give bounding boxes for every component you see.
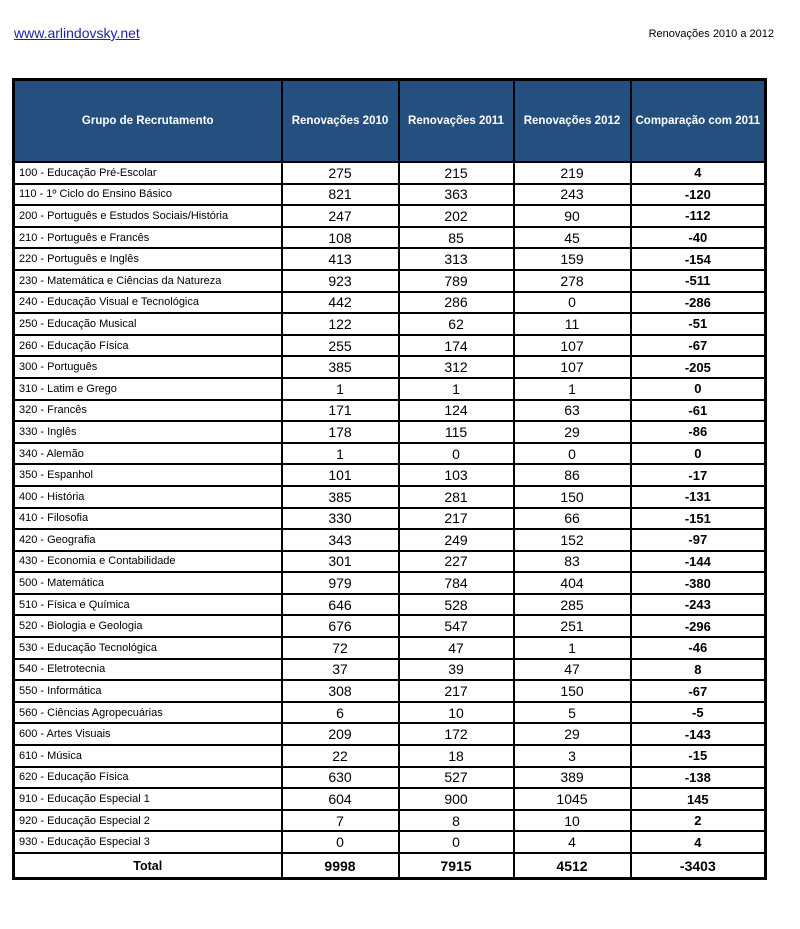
table-row xyxy=(14,313,766,335)
renewals-value: 39 xyxy=(399,659,514,681)
comparison-value: -112 xyxy=(631,205,766,227)
comparison-value: -151 xyxy=(631,508,766,530)
col-header-comparacao-com-2011: Comparação com 2011 xyxy=(631,80,766,163)
renewals-value: 900 xyxy=(399,788,514,810)
renewals-value: 604 xyxy=(282,788,399,810)
comparison-value: -154 xyxy=(631,248,766,270)
renewals-value: 442 xyxy=(282,292,399,314)
comparison-value: -61 xyxy=(631,400,766,422)
table-row xyxy=(14,831,766,853)
table-row xyxy=(14,529,766,551)
renewals-value: 103 xyxy=(399,464,514,486)
renewals-value: 178 xyxy=(282,421,399,443)
table-row xyxy=(14,594,766,616)
row-label: 300 - Português xyxy=(14,356,282,378)
renewals-value: 202 xyxy=(399,205,514,227)
renewals-value: 1045 xyxy=(514,788,631,810)
row-label: 260 - Educação Física xyxy=(14,335,282,357)
renewals-value: 0 xyxy=(399,443,514,465)
comparison-value: -3403 xyxy=(631,853,766,879)
table-row xyxy=(14,637,766,659)
row-label: 320 - Francês xyxy=(14,400,282,422)
row-label: 520 - Biologia e Geologia xyxy=(14,615,282,637)
renewals-value: 18 xyxy=(399,745,514,767)
renewals-value: 308 xyxy=(282,680,399,702)
renewals-value: 90 xyxy=(514,205,631,227)
renewals-value: 0 xyxy=(514,292,631,314)
row-label: 220 - Português e Inglês xyxy=(14,248,282,270)
renewals-value: 646 xyxy=(282,594,399,616)
header-row xyxy=(14,80,766,163)
renewals-value: 301 xyxy=(282,551,399,573)
table-row xyxy=(14,551,766,573)
comparison-value: -40 xyxy=(631,227,766,249)
comparison-value: 2 xyxy=(631,810,766,832)
row-label: 230 - Matemática e Ciências da Natureza xyxy=(14,270,282,292)
renewals-value: 979 xyxy=(282,572,399,594)
renewals-value: 255 xyxy=(282,335,399,357)
renewals-value: 22 xyxy=(282,745,399,767)
report-title: Renovações 2010 a 2012 xyxy=(648,28,774,40)
comparison-value: -67 xyxy=(631,335,766,357)
renewals-value: 3 xyxy=(514,745,631,767)
renewals-value: 313 xyxy=(399,248,514,270)
renewals-value: 150 xyxy=(514,486,631,508)
renewals-value: 159 xyxy=(514,248,631,270)
row-label: 110 - 1º Ciclo do Ensino Básico xyxy=(14,184,282,206)
table-row xyxy=(14,788,766,810)
row-label: 560 - Ciências Agropecuárias xyxy=(14,702,282,724)
comparison-value: 145 xyxy=(631,788,766,810)
renewals-value: 215 xyxy=(399,162,514,184)
row-label: 350 - Espanhol xyxy=(14,464,282,486)
renewals-value: 312 xyxy=(399,356,514,378)
table-row xyxy=(14,378,766,400)
row-label: 550 - Informática xyxy=(14,680,282,702)
comparison-value: -243 xyxy=(631,594,766,616)
row-label: 100 - Educação Pré-Escolar xyxy=(14,162,282,184)
renewals-value: 152 xyxy=(514,529,631,551)
renewals-value: 47 xyxy=(514,659,631,681)
renewals-value: 66 xyxy=(514,508,631,530)
row-label: 530 - Educação Tecnológica xyxy=(14,637,282,659)
comparison-value: -51 xyxy=(631,313,766,335)
table-row xyxy=(14,615,766,637)
renewals-value: 343 xyxy=(282,529,399,551)
table-row xyxy=(14,205,766,227)
renewals-value: 227 xyxy=(399,551,514,573)
comparison-value: -15 xyxy=(631,745,766,767)
table-row xyxy=(14,184,766,206)
renewals-value: 9998 xyxy=(282,853,399,879)
total-row xyxy=(14,853,766,879)
renewals-value: 122 xyxy=(282,313,399,335)
table-row xyxy=(14,745,766,767)
table-row xyxy=(14,702,766,724)
row-label: 410 - Filosofia xyxy=(14,508,282,530)
comparison-value: 0 xyxy=(631,378,766,400)
renewals-value: 174 xyxy=(399,335,514,357)
renewals-value: 29 xyxy=(514,421,631,443)
renewals-value: 6 xyxy=(282,702,399,724)
renewals-value: 527 xyxy=(399,767,514,789)
comparison-value: -120 xyxy=(631,184,766,206)
renewals-value: 363 xyxy=(399,184,514,206)
comparison-value: -5 xyxy=(631,702,766,724)
table-row xyxy=(14,292,766,314)
col-header-renovacoes-2012: Renovações 2012 xyxy=(514,80,631,163)
renewals-value: 101 xyxy=(282,464,399,486)
comparison-value: -67 xyxy=(631,680,766,702)
renewals-value: 5 xyxy=(514,702,631,724)
renewals-value: 217 xyxy=(399,680,514,702)
table-row xyxy=(14,335,766,357)
row-label: 240 - Educação Visual e Tecnológica xyxy=(14,292,282,314)
renewals-value: 85 xyxy=(399,227,514,249)
table-row xyxy=(14,248,766,270)
renewals-value: 923 xyxy=(282,270,399,292)
row-label: 210 - Português e Francês xyxy=(14,227,282,249)
renewals-value: 62 xyxy=(399,313,514,335)
row-label: 910 - Educação Especial 1 xyxy=(14,788,282,810)
renewals-value: 29 xyxy=(514,723,631,745)
row-label: 430 - Economia e Contabilidade xyxy=(14,551,282,573)
renewals-value: 1 xyxy=(514,378,631,400)
renewals-value: 124 xyxy=(399,400,514,422)
table-row xyxy=(14,810,766,832)
renewals-value: 150 xyxy=(514,680,631,702)
table-row xyxy=(14,680,766,702)
renewals-value: 286 xyxy=(399,292,514,314)
renewals-value: 4512 xyxy=(514,853,631,879)
renewals-value: 285 xyxy=(514,594,631,616)
row-label: 420 - Geografia xyxy=(14,529,282,551)
renewals-value: 278 xyxy=(514,270,631,292)
renewals-value: 63 xyxy=(514,400,631,422)
data-table xyxy=(12,78,767,880)
comparison-value: 0 xyxy=(631,443,766,465)
row-label: 200 - Português e Estudos Sociais/História xyxy=(14,205,282,227)
row-label: 500 - Matemática xyxy=(14,572,282,594)
renewals-value: 275 xyxy=(282,162,399,184)
row-label: 930 - Educação Especial 3 xyxy=(14,831,282,853)
row-label: 540 - Eletrotecnia xyxy=(14,659,282,681)
comparison-value: -97 xyxy=(631,529,766,551)
renewals-value: 0 xyxy=(514,443,631,465)
renewals-value: 404 xyxy=(514,572,631,594)
col-header-grupo-de-recrutamento: Grupo de Recrutamento xyxy=(14,80,282,163)
renewals-value: 86 xyxy=(514,464,631,486)
renewals-value: 107 xyxy=(514,335,631,357)
comparison-value: -143 xyxy=(631,723,766,745)
renewals-value: 8 xyxy=(399,810,514,832)
table-row xyxy=(14,421,766,443)
table-row xyxy=(14,572,766,594)
total-label: Total xyxy=(14,853,282,879)
renewals-value: 209 xyxy=(282,723,399,745)
renewals-value: 385 xyxy=(282,486,399,508)
renewals-value: 251 xyxy=(514,615,631,637)
renewals-value: 108 xyxy=(282,227,399,249)
renewals-value: 247 xyxy=(282,205,399,227)
renewals-value: 630 xyxy=(282,767,399,789)
comparison-value: -131 xyxy=(631,486,766,508)
renewals-value: 171 xyxy=(282,400,399,422)
table-row xyxy=(14,162,766,184)
row-label: 920 - Educação Especial 2 xyxy=(14,810,282,832)
renewals-value: 83 xyxy=(514,551,631,573)
renewals-value: 0 xyxy=(282,831,399,853)
comparison-value: -296 xyxy=(631,615,766,637)
comparison-value: 4 xyxy=(631,831,766,853)
renewals-value: 115 xyxy=(399,421,514,443)
renewals-value: 4 xyxy=(514,831,631,853)
renewals-value: 385 xyxy=(282,356,399,378)
renewals-value: 72 xyxy=(282,637,399,659)
comparison-value: -86 xyxy=(631,421,766,443)
row-label: 310 - Latim e Grego xyxy=(14,378,282,400)
renewals-value: 7915 xyxy=(399,853,514,879)
table-row xyxy=(14,400,766,422)
table-row xyxy=(14,270,766,292)
table-row xyxy=(14,659,766,681)
row-label: 330 - Inglês xyxy=(14,421,282,443)
renewals-value: 281 xyxy=(399,486,514,508)
renewals-value: 45 xyxy=(514,227,631,249)
comparison-value: 8 xyxy=(631,659,766,681)
renewals-value: 784 xyxy=(399,572,514,594)
comparison-value: -380 xyxy=(631,572,766,594)
row-label: 610 - Música xyxy=(14,745,282,767)
comparison-value: -511 xyxy=(631,270,766,292)
renewals-value: 413 xyxy=(282,248,399,270)
comparison-value: -46 xyxy=(631,637,766,659)
renewals-value: 217 xyxy=(399,508,514,530)
row-label: 250 - Educação Musical xyxy=(14,313,282,335)
table-row xyxy=(14,723,766,745)
renewals-value: 528 xyxy=(399,594,514,616)
renewals-value: 47 xyxy=(399,637,514,659)
renewals-value: 389 xyxy=(514,767,631,789)
renewals-value: 37 xyxy=(282,659,399,681)
renewals-value: 10 xyxy=(514,810,631,832)
comparison-value: -286 xyxy=(631,292,766,314)
row-label: 620 - Educação Física xyxy=(14,767,282,789)
table-row xyxy=(14,356,766,378)
table-row xyxy=(14,464,766,486)
table-row xyxy=(14,443,766,465)
table-row xyxy=(14,508,766,530)
comparison-value: 4 xyxy=(631,162,766,184)
row-label: 400 - História xyxy=(14,486,282,508)
comparison-value: -17 xyxy=(631,464,766,486)
renewals-value: 172 xyxy=(399,723,514,745)
renewals-value: 789 xyxy=(399,270,514,292)
table-row xyxy=(14,227,766,249)
renewals-value: 107 xyxy=(514,356,631,378)
renewals-value: 547 xyxy=(399,615,514,637)
renewals-value: 1 xyxy=(514,637,631,659)
renewals-value: 7 xyxy=(282,810,399,832)
renewals-value: 1 xyxy=(282,378,399,400)
col-header-renovacoes-2010: Renovações 2010 xyxy=(282,80,399,163)
renewals-value: 330 xyxy=(282,508,399,530)
renewals-value: 243 xyxy=(514,184,631,206)
renewals-value: 821 xyxy=(282,184,399,206)
comparison-value: -138 xyxy=(631,767,766,789)
renewals-value: 219 xyxy=(514,162,631,184)
row-label: 600 - Artes Visuais xyxy=(14,723,282,745)
table-row xyxy=(14,767,766,789)
table-row xyxy=(14,486,766,508)
renewals-value: 1 xyxy=(399,378,514,400)
renewals-value: 249 xyxy=(399,529,514,551)
renewals-value: 11 xyxy=(514,313,631,335)
renewals-value: 10 xyxy=(399,702,514,724)
renewals-value: 1 xyxy=(282,443,399,465)
comparison-value: -144 xyxy=(631,551,766,573)
renewals-value: 0 xyxy=(399,831,514,853)
comparison-value: -205 xyxy=(631,356,766,378)
col-header-renovacoes-2011: Renovações 2011 xyxy=(399,80,514,163)
renewals-value: 676 xyxy=(282,615,399,637)
row-label: 510 - Física e Química xyxy=(14,594,282,616)
site-link[interactable]: www.arlindovsky.net xyxy=(14,25,140,41)
row-label: 340 - Alemão xyxy=(14,443,282,465)
